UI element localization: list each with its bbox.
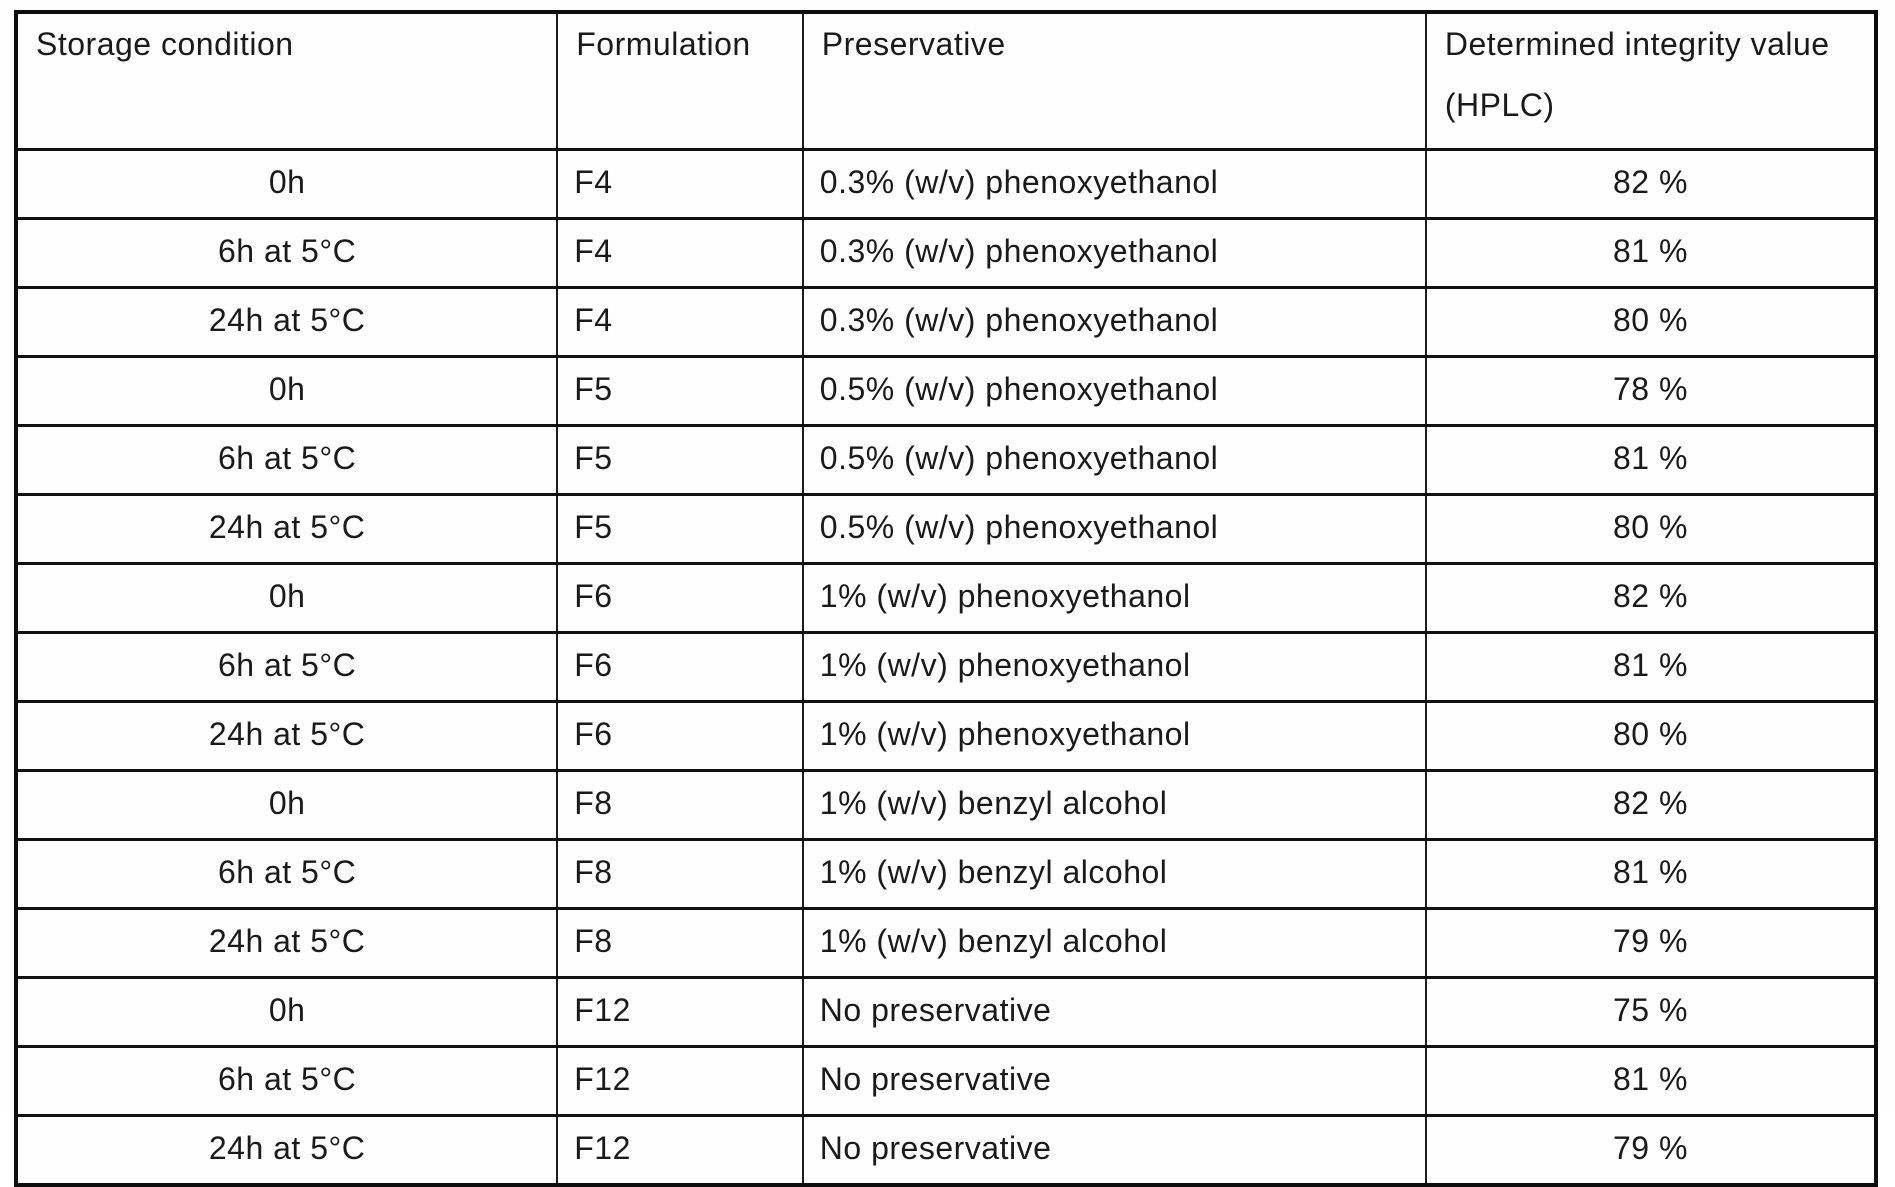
preservative-cell: 1% (w/v) phenoxyethanol [803,564,1426,633]
column-header-formulation [557,12,803,150]
storage-condition-cell: 0h [16,771,557,840]
preservative-cell: 0.3% (w/v) phenoxyethanol [803,288,1426,357]
integrity-value-cell: 80 % [1426,288,1876,357]
formulation-cell: F4 [557,219,803,288]
table-header [16,12,1876,150]
formulation-cell: F8 [557,840,803,909]
table-row [16,150,1876,219]
table-body [16,150,1876,1186]
integrity-value-cell: 81 % [1426,1047,1876,1116]
table-row [16,564,1876,633]
preservative-cell: 0.5% (w/v) phenoxyethanol [803,426,1426,495]
formulation-cell: F8 [557,909,803,978]
storage-stability-table [14,10,1878,1187]
storage-condition-cell: 0h [16,978,557,1047]
table-row [16,288,1876,357]
integrity-value-cell: 82 % [1426,564,1876,633]
formulation-cell: F8 [557,771,803,840]
preservative-cell: No preservative [803,1047,1426,1116]
integrity-value-cell: 78 % [1426,357,1876,426]
formulation-cell: F6 [557,564,803,633]
storage-condition-cell: 24h at 5°C [16,909,557,978]
storage-condition-cell: 24h at 5°C [16,288,557,357]
formulation-cell: F5 [557,495,803,564]
storage-condition-cell: 6h at 5°C [16,219,557,288]
preservative-cell: 0.3% (w/v) phenoxyethanol [803,219,1426,288]
preservative-cell: 0.3% (w/v) phenoxyethanol [803,150,1426,219]
preservative-cell: 0.5% (w/v) phenoxyethanol [803,495,1426,564]
table-row [16,426,1876,495]
integrity-value-cell: 81 % [1426,219,1876,288]
formulation-cell: F12 [557,978,803,1047]
integrity-value-cell: 81 % [1426,840,1876,909]
integrity-value-cell: 81 % [1426,633,1876,702]
storage-condition-cell: 0h [16,564,557,633]
formulation-cell: F6 [557,633,803,702]
integrity-value-cell: 80 % [1426,495,1876,564]
column-header-label: Determined integrity value [1444,26,1830,62]
formulation-cell: F6 [557,702,803,771]
table-row [16,702,1876,771]
preservative-cell: No preservative [803,1116,1426,1186]
column-header-label: Formulation [576,26,751,62]
formulation-cell: F5 [557,357,803,426]
storage-condition-cell: 6h at 5°C [16,840,557,909]
preservative-cell: No preservative [803,978,1426,1047]
table-row [16,840,1876,909]
formulation-cell: F5 [557,426,803,495]
storage-condition-cell: 6h at 5°C [16,426,557,495]
table-row [16,1116,1876,1186]
integrity-value-cell: 82 % [1426,150,1876,219]
column-header-preservative [803,12,1426,150]
storage-condition-cell: 6h at 5°C [16,633,557,702]
integrity-value-cell: 81 % [1426,426,1876,495]
storage-condition-cell: 24h at 5°C [16,495,557,564]
preservative-cell: 1% (w/v) benzyl alcohol [803,909,1426,978]
column-header-integrity-value [1426,12,1876,150]
column-header-label-line2: (HPLC) [1444,87,1555,123]
column-header-label: Preservative [821,26,1006,62]
table-row [16,495,1876,564]
preservative-cell: 0.5% (w/v) phenoxyethanol [803,357,1426,426]
storage-condition-cell: 0h [16,357,557,426]
formulation-cell: F4 [557,288,803,357]
table-row [16,1047,1876,1116]
column-header-label: Storage condition [36,26,294,62]
integrity-value-cell: 80 % [1426,702,1876,771]
table-row [16,978,1876,1047]
table-row [16,633,1876,702]
formulation-cell: F4 [557,150,803,219]
storage-condition-cell: 0h [16,150,557,219]
formulation-cell: F12 [557,1047,803,1116]
integrity-value-cell: 79 % [1426,1116,1876,1186]
integrity-value-cell: 82 % [1426,771,1876,840]
storage-condition-cell: 24h at 5°C [16,1116,557,1186]
preservative-cell: 1% (w/v) benzyl alcohol [803,840,1426,909]
table-row [16,357,1876,426]
preservative-cell: 1% (w/v) phenoxyethanol [803,702,1426,771]
formulation-cell: F12 [557,1116,803,1186]
preservative-cell: 1% (w/v) phenoxyethanol [803,633,1426,702]
table-row [16,771,1876,840]
table-row [16,909,1876,978]
storage-condition-cell: 24h at 5°C [16,702,557,771]
column-header-storage-condition [16,12,557,150]
integrity-value-cell: 75 % [1426,978,1876,1047]
header-row [16,12,1876,150]
integrity-value-cell: 79 % [1426,909,1876,978]
storage-condition-cell: 6h at 5°C [16,1047,557,1116]
table-row [16,219,1876,288]
preservative-cell: 1% (w/v) benzyl alcohol [803,771,1426,840]
